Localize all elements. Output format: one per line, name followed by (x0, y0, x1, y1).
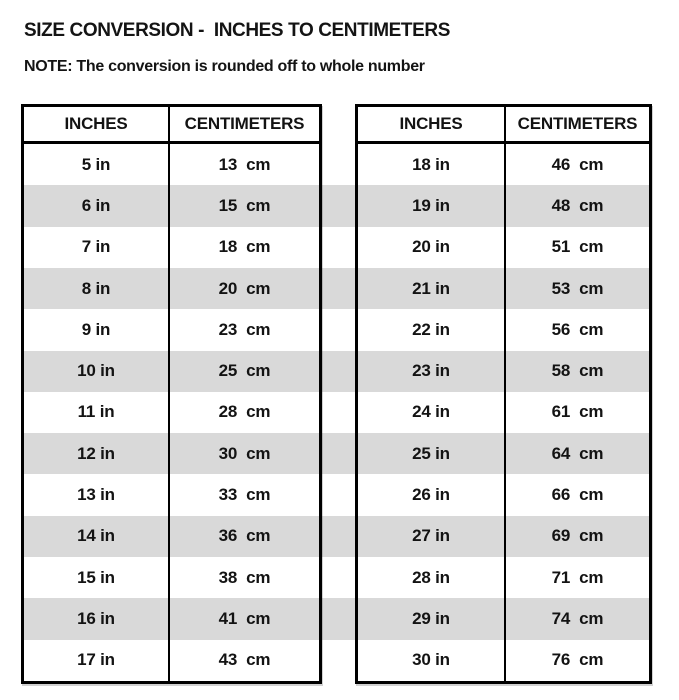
centimeters-cell: 66 cm (551, 485, 604, 505)
inches-cell: 9 in (24, 309, 170, 350)
conversion-tables (21, 104, 652, 684)
conversion-table-right (355, 104, 652, 684)
centimeters-cell: 30 cm (170, 433, 319, 474)
inches-cell: 15 in (24, 557, 170, 598)
centimeters-cell: 69 cm (506, 516, 649, 557)
inches-cell: 7 in (24, 227, 170, 268)
inches-cell: 24 in (358, 392, 506, 433)
gap-stripe-band (320, 185, 357, 226)
centimeters-cell: 51 cm (551, 237, 604, 257)
header-inches-left: INCHES (24, 107, 170, 144)
inches-cell: 11 in (24, 392, 170, 433)
centimeters-cell: 38 cm (218, 567, 271, 587)
note-text: NOTE: The conversion is rounded off to whole number (24, 58, 425, 75)
inches-cell: 5 in (24, 144, 170, 185)
centimeters-cell: 36 cm (170, 516, 319, 557)
inches-cell: 26 in (358, 474, 506, 515)
inches-cell: 12 in (24, 433, 170, 474)
centimeters-cell: 76 cm (551, 650, 604, 670)
centimeters-cell: 48 cm (506, 185, 649, 226)
centimeters-cell: 15 cm (170, 185, 319, 226)
gap-stripe-band (320, 144, 357, 185)
inches-cell: 27 in (358, 516, 506, 557)
centimeters-cell: 18 cm (218, 237, 271, 257)
gap-stripe-band (320, 557, 357, 598)
centimeters-cell: 61 cm (551, 402, 604, 422)
table-gap-stripes (320, 104, 357, 684)
inches-cell: 25 in (358, 433, 506, 474)
inches-cell: 29 in (358, 598, 506, 639)
inches-cell: 17 in (24, 640, 170, 681)
inches-cell: 14 in (24, 516, 170, 557)
gap-stripe-band (320, 351, 357, 392)
inches-cell: 20 in (358, 227, 506, 268)
centimeters-cell: 71 cm (551, 567, 604, 587)
inches-cell: 28 in (358, 557, 506, 598)
centimeters-cell: 58 cm (506, 351, 649, 392)
gap-stripe-band (320, 309, 357, 350)
inches-cell: 23 in (358, 351, 506, 392)
centimeters-cell: 13 cm (218, 154, 271, 174)
inches-cell: 22 in (358, 309, 506, 350)
centimeters-cell: 43 cm (218, 650, 271, 670)
centimeters-cell: 53 cm (506, 268, 649, 309)
centimeters-cell: 33 cm (218, 485, 271, 505)
gap-stripe-band (320, 392, 357, 433)
inches-cell: 16 in (24, 598, 170, 639)
inches-cell: 18 in (358, 144, 506, 185)
centimeters-cell: 74 cm (506, 598, 649, 639)
inches-cell: 19 in (358, 185, 506, 226)
inches-cell: 6 in (24, 185, 170, 226)
gap-stripe-band (320, 227, 357, 268)
gap-stripe-band (320, 433, 357, 474)
centimeters-cell: 41 cm (170, 598, 319, 639)
centimeters-cell: 20 cm (170, 268, 319, 309)
gap-stripe-band (320, 474, 357, 515)
gap-stripe-band (320, 268, 357, 309)
inches-cell: 10 in (24, 351, 170, 392)
gap-stripe-band (320, 516, 357, 557)
gap-stripe-band (320, 640, 357, 681)
page-title: SIZE CONVERSION - INCHES TO CENTIMETERS (24, 20, 450, 41)
gap-stripe-band (320, 598, 357, 639)
inches-cell: 30 in (358, 640, 506, 681)
centimeters-cell: 56 cm (551, 319, 604, 339)
header-centimeters-right: CENTIMETERS (506, 107, 649, 144)
inches-cell: 8 in (24, 268, 170, 309)
centimeters-cell: 25 cm (170, 351, 319, 392)
centimeters-cell: 46 cm (551, 154, 604, 174)
conversion-table-left (21, 104, 322, 684)
inches-cell: 13 in (24, 474, 170, 515)
header-inches-right: INCHES (358, 107, 506, 144)
centimeters-cell: 23 cm (218, 319, 271, 339)
header-centimeters-left: CENTIMETERS (170, 107, 319, 144)
centimeters-cell: 28 cm (218, 402, 271, 422)
inches-cell: 21 in (358, 268, 506, 309)
centimeters-cell: 64 cm (506, 433, 649, 474)
